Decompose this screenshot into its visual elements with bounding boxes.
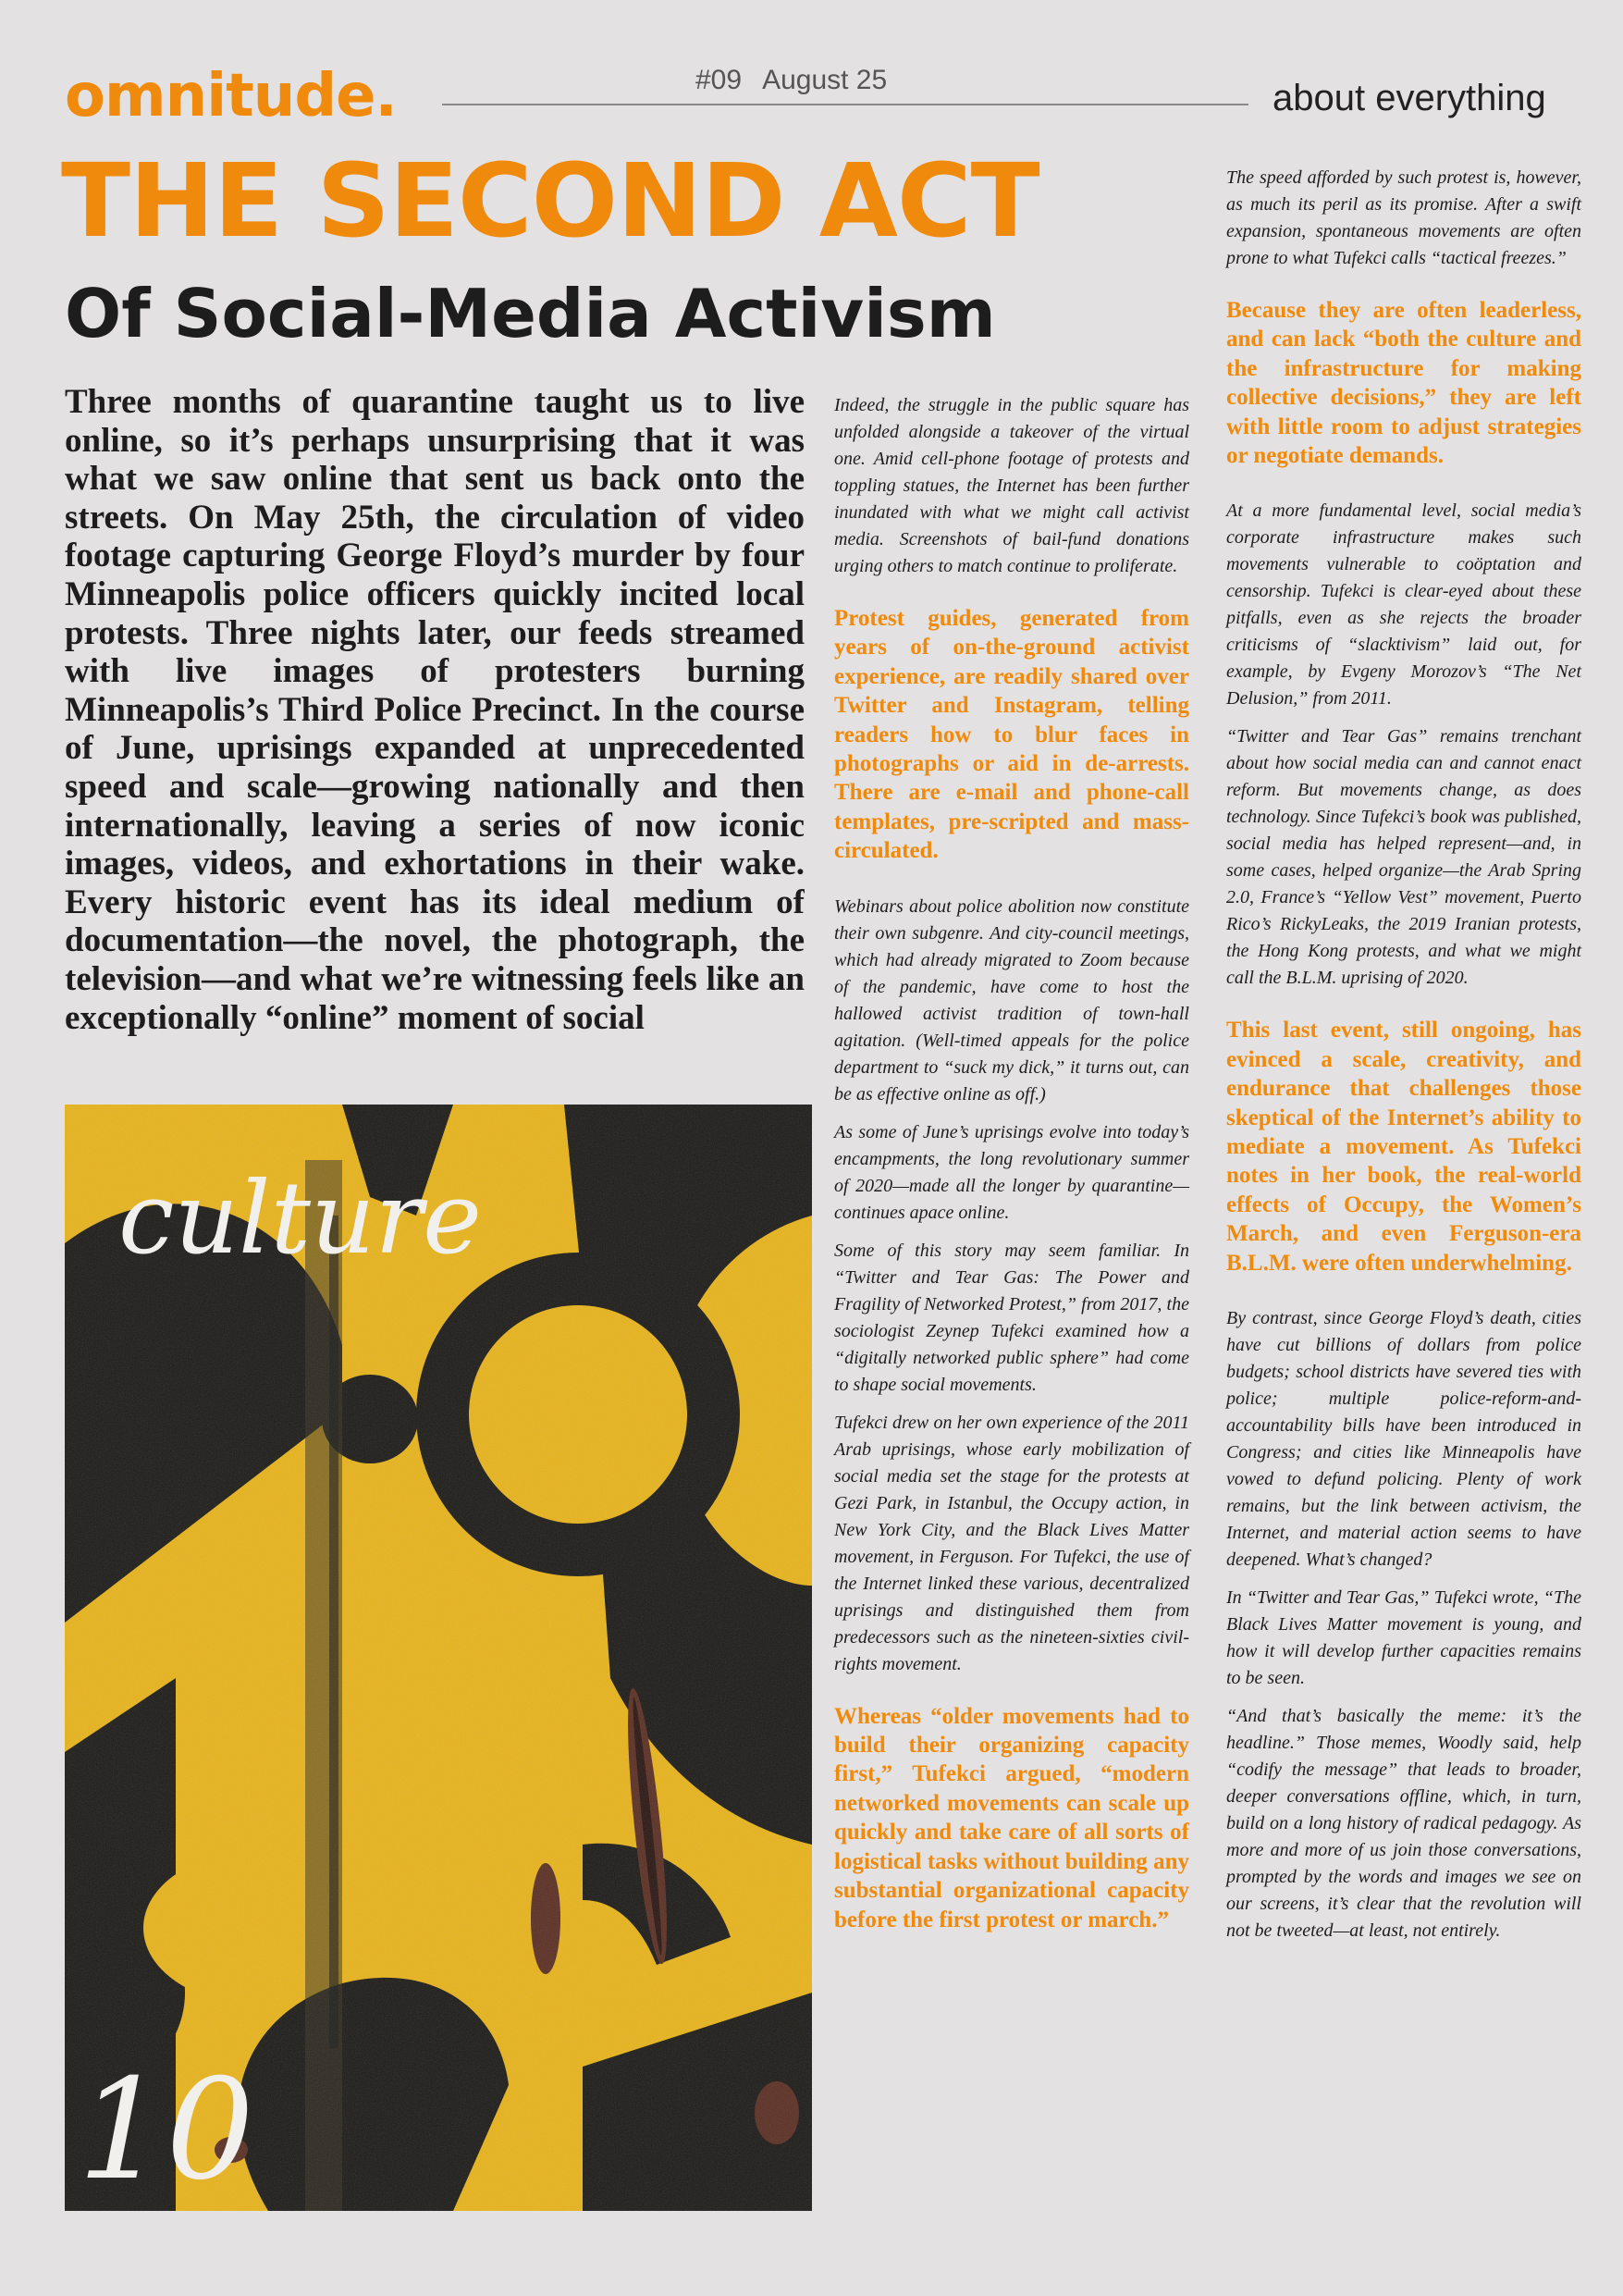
pull-quote: This last event, still ongoing, has evinced a scale, creativity, and endurance that challenges those skeptical of the Internet’s ability to mediate a movement. As Tufekci notes in her book, the real-world effects of Occupy, the Women’s March, and even Ferguson-era B.L.M. were often underwhelming. — [1226, 1018, 1581, 1276]
cover-artwork — [65, 1105, 812, 2211]
body-paragraph: Tufekci drew on her own experience of the 2011 Arab uprisings, whose early mobilization of social media set the stage for the protests at Gezi Park, in Istanbul, the Occupy action, in New York City, and the Black Lives Matter movement, in Ferguson. For Tufekci, the use of the Internet linked these various, decentralized uprisings and distinguished them from predecessors such as the nineteen-sixties civil-rights movement. — [834, 1412, 1189, 1674]
issue-number: #09 — [695, 65, 743, 95]
article-column-right — [1226, 165, 1581, 1956]
issue-date: August 25 — [762, 65, 888, 95]
article-column-middle — [834, 392, 1189, 1962]
body-paragraph: “And that’s basically the meme: it’s the headline.” Those memes, Woodly said, help “codify the message” that leads to broader, deeper conversations offline, which, in turn, build on a long history of radical pedagogy. As more and more of us join those conversations, prompted by the words and images we see on our screens, it’s clear that the revolution will not be tweeted—at least, not entirely. — [1226, 1706, 1581, 1942]
magazine-logo: omnitude. — [65, 62, 397, 130]
body-paragraph: The speed afforded by such protest is, however, as much its peril as its promise. After a swift expansion, spontaneous movements are often prone to what Tufekci calls “tactical freezes.” — [1226, 167, 1581, 268]
pull-quote: Because they are often leaderless, and can lack “both the culture and the infrastructure for making collective decisions,” they are left with little room to adjust strategies or negotiate demands. — [1226, 298, 1581, 469]
culture-script-text: culture — [118, 1161, 483, 1277]
subheadline: Of Social-Media Activism — [65, 275, 996, 352]
pull-quote: Protest guides, generated from years of on-the-ground activist experience, are readily shared over Twitter and Instagram, telling readers how to blur faces in photographs or aid in de-arrests. There are e-mail and phone-call templates, pre-scripted and mass-circulated. — [834, 606, 1189, 864]
abstract-typography-image — [65, 1105, 812, 2211]
pull-quote: Whereas “older movements had to build their organizing capacity first,” Tufekci argued, “modern networked movements can scale up quickly and take care of all sorts of logistical tasks without building any substantial organizational capacity before the first protest or march.” — [834, 1703, 1189, 1932]
headline: THE SECOND ACT — [61, 142, 1039, 260]
body-paragraph: In “Twitter and Tear Gas,” Tufekci wrote, “The Black Lives Matter movement is young, and how it will develop further capacities remains to be seen. — [1226, 1587, 1581, 1689]
tagline: about everything — [1273, 78, 1546, 118]
body-paragraph: Webinars about police abolition now constitute their own subgenre. And city-council meetings, which had already migrated to Zoom because of the pandemic, have come to host the hallowed activist tradition of town-hall agitation. (Well-timed appeals for the police department to “suck my dick,” it turns out, can be as effective online as off.) — [834, 895, 1189, 1105]
body-paragraph: Indeed, the struggle in the public square has unfolded alongside a takeover of the virtual one. Amid cell-phone footage of protests and toppling statues, the Internet has been further inundated with what we might call activist media. Screenshots of bail-fund donations urging others to match continue to proliferate. — [834, 395, 1189, 576]
body-paragraph: “Twitter and Tear Gas” remains trenchant about how social media can and cannot enact reform. But movements change, as does technology. Since Tufekci’s book was published, social media has helped represent—and, in some cases, helped organize—the Arab Spring 2.0, France’s “Yellow Vest” movement, Puerto Rico’s RickyLeaks, the 2019 Iranian protests, the Hong Kong protests, and what we might call the B.L.M. uprising of 2020. — [1226, 726, 1581, 989]
masthead-rule — [442, 104, 1248, 105]
body-paragraph: As some of June’s uprisings evolve into today’s encampments, the long revolutionary summer of 2020—made all the longer by quarantine—continues apace online. — [834, 1121, 1189, 1223]
issue-info — [695, 65, 887, 96]
body-paragraph: Some of this story may seem familiar. In “Twitter and Tear Gas: The Power and Fragility of Networked Protest,” from 2017, the sociologist Zeynep Tufekci examined how a “digitally networked public sphere” had come to shape social movements. — [834, 1240, 1189, 1395]
lead-paragraph: Three months of quarantine taught us to live online, so it’s perhaps unsurprising that it was what we saw online that sent us back onto the streets. On May 25th, the circulation of video footage capturing George Floyd’s murder by four Minneapolis police officers quickly incited local protests. Three nights later, our feeds streamed with live images of protesters burning Minneapolis’s Third Police Precinct. In the course of June, uprisings expanded at unprecedented speed and scale—growing nationally and then internationally, leaving a series of now iconic images, videos, and exhortations in their wake. Every historic event has its ideal medium of documentation—the novel, the photograph, the television—and what we’re witnessing feels like an exceptionally “online” moment of social — [65, 383, 805, 1037]
body-paragraph: By contrast, since George Floyd’s death, cities have cut billions of dollars from police budgets; school districts have severed ties with police; multiple police-reform-and-accountability bills have been introduced in Congress; and cities like Minneapolis have vowed to defund policing. Plenty of work remains, but the link between activism, the Internet, and material action seems to have deepened. What’s changed? — [1226, 1308, 1581, 1571]
page-number: 10 — [78, 2050, 254, 2211]
body-paragraph: At a more fundamental level, social media’s corporate infrastructure makes such movements vulnerable to coöptation and censorship. Tufekci is clear-eyed about these pitfalls, even as she rejects the broader criticisms of “slacktivism” laid out, for example, by Evgeny Morozov’s “The Net Delusion,” from 2011. — [1226, 500, 1581, 710]
